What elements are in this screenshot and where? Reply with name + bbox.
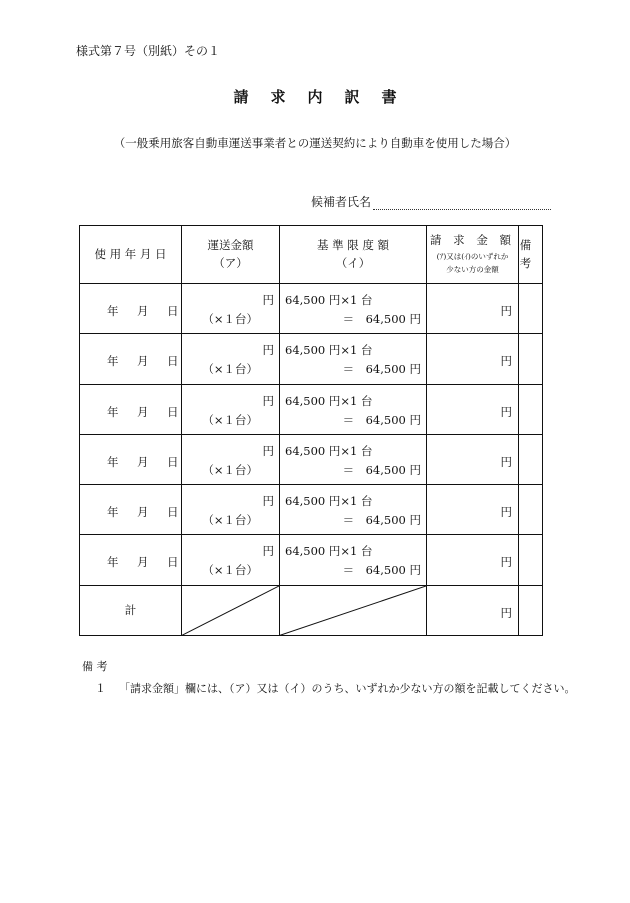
claim-cell[interactable] (427, 535, 519, 585)
header-claim-sub2: 少ない方の金額 (446, 265, 499, 275)
year-unit: 年 (107, 505, 119, 520)
note-number: １ (95, 682, 106, 695)
title-char: 訳 (344, 88, 360, 106)
table-row (80, 535, 543, 585)
claim-yen-unit: 円 (500, 454, 512, 469)
limit-cell (280, 434, 427, 484)
fare-yen-unit: 円 (262, 293, 274, 307)
limit-result: ＝ 64,500 円 (342, 513, 421, 528)
limit-formula: 64,500 円×1 台 (285, 544, 373, 559)
year-unit: 年 (107, 404, 119, 419)
month-unit: 月 (137, 454, 149, 469)
total-claim-cell[interactable] (427, 585, 519, 635)
note-cell[interactable] (519, 384, 543, 434)
fare-yen-unit: 円 (262, 494, 274, 509)
fare-per-vehicle: （×１台） (202, 513, 258, 528)
day-unit: 日 (167, 354, 179, 369)
limit-result: ＝ 64,500 円 (342, 362, 421, 377)
fare-yen-unit: 円 (262, 343, 274, 358)
fare-per-vehicle: （×１台） (202, 462, 258, 477)
claim-cell[interactable] (427, 334, 519, 384)
diagonal-strike (280, 586, 426, 635)
limit-cell (280, 535, 427, 585)
header-claim-sub1: (ｱ)又は(ｲ)のいずれか (436, 251, 509, 261)
title-char: 請 (233, 88, 249, 106)
day-unit: 日 (167, 555, 179, 570)
fare-per-vehicle: （×１台） (202, 412, 258, 427)
title-char: 書 (381, 88, 397, 106)
month-unit: 月 (137, 354, 149, 369)
candidate-name-label: 候補者氏名 (311, 195, 372, 209)
limit-formula: 64,500 円×1 台 (285, 443, 373, 458)
total-limit-void (280, 585, 427, 635)
date-cell[interactable] (80, 284, 182, 334)
header-note: 備 考 (519, 226, 543, 284)
header-limit (280, 226, 427, 284)
limit-cell (280, 384, 427, 434)
month-unit: 月 (137, 505, 149, 520)
day-unit: 日 (167, 505, 179, 520)
day-unit: 日 (167, 304, 179, 318)
claim-yen-unit: 円 (500, 555, 512, 570)
total-claim-yen-unit: 円 (500, 605, 512, 620)
header-date: 使 用 年 月 日 (80, 226, 182, 284)
claim-cell[interactable] (427, 384, 519, 434)
note-cell[interactable] (519, 485, 543, 535)
limit-cell (280, 485, 427, 535)
header-limit-main: 基 準 限 度 額 (316, 237, 390, 252)
fare-yen-unit: 円 (262, 544, 274, 559)
note-item (95, 680, 576, 696)
year-unit: 年 (107, 555, 119, 570)
form-number: 様式第７号（別紙）その１ (76, 44, 221, 58)
fare-yen-unit: 円 (262, 443, 274, 458)
diagonal-strike (182, 586, 279, 635)
limit-formula: 64,500 円×1 台 (285, 494, 373, 509)
limit-cell (280, 284, 427, 334)
fare-yen-unit: 円 (262, 393, 274, 408)
table-row (80, 284, 543, 334)
limit-result: ＝ 64,500 円 (342, 462, 421, 477)
fare-cell[interactable] (182, 284, 280, 334)
limit-result: ＝ 64,500 円 (342, 412, 421, 427)
title-char: 内 (307, 88, 323, 106)
fare-cell[interactable] (182, 434, 280, 484)
title-char: 求 (270, 88, 286, 106)
fare-cell[interactable] (182, 334, 280, 384)
claim-cell[interactable] (427, 434, 519, 484)
fare-cell[interactable] (182, 535, 280, 585)
fare-per-vehicle: （×１台） (202, 563, 258, 578)
total-label: 計 (80, 585, 182, 635)
date-cell[interactable] (80, 485, 182, 535)
total-row (80, 585, 543, 635)
note-cell[interactable] (519, 535, 543, 585)
fare-per-vehicle: （×１台） (202, 362, 258, 377)
header-limit-sub: （イ） (335, 255, 371, 270)
claims-table (79, 225, 543, 636)
claim-yen-unit: 円 (500, 505, 512, 520)
year-unit: 年 (107, 354, 119, 369)
notes-title: 備 考 (82, 660, 108, 673)
limit-result: ＝ 64,500 円 (342, 312, 421, 326)
year-unit: 年 (107, 304, 119, 318)
table-row (80, 334, 543, 384)
day-unit: 日 (167, 454, 179, 469)
date-cell[interactable] (80, 384, 182, 434)
day-unit: 日 (167, 404, 179, 419)
total-note-cell[interactable] (519, 585, 543, 635)
table-row (80, 485, 543, 535)
table-row (80, 434, 543, 484)
fare-cell[interactable] (182, 384, 280, 434)
limit-formula: 64,500 円×1 台 (285, 343, 373, 358)
limit-result: ＝ 64,500 円 (342, 563, 421, 578)
fare-cell[interactable] (182, 485, 280, 535)
total-fare-void (182, 585, 280, 635)
note-text: 「請求金額」欄には、（ア）又は（イ）のうち、いずれか少ない方の額を記載してください。 (119, 682, 576, 695)
month-unit: 月 (137, 555, 149, 570)
header-fare-sub: （ア） (213, 255, 248, 270)
note-cell[interactable] (519, 334, 543, 384)
header-fare (182, 226, 280, 284)
header-fare-main: 運送金額 (207, 237, 254, 252)
limit-cell (280, 334, 427, 384)
header-claim (427, 226, 519, 284)
candidate-name-field[interactable] (311, 193, 551, 210)
claim-cell[interactable] (427, 284, 519, 334)
date-cell[interactable] (80, 434, 182, 484)
limit-formula: 64,500 円×1 台 (285, 393, 373, 408)
limit-formula: 64,500 円×1 台 (285, 293, 373, 307)
date-cell[interactable] (80, 334, 182, 384)
claim-yen-unit: 円 (500, 304, 512, 318)
document-subtitle: （一般乗用旅客自動車運送事業者との運送契約により自動車を使用した場合） (113, 136, 517, 150)
year-unit: 年 (107, 454, 119, 469)
claim-cell[interactable] (427, 485, 519, 535)
table-header-row (80, 226, 543, 284)
table-row (80, 384, 543, 434)
note-cell[interactable] (519, 434, 543, 484)
document-title (0, 86, 630, 107)
claim-yen-unit: 円 (500, 354, 512, 369)
header-claim-main: 請 求 金 額 (430, 233, 515, 248)
note-cell[interactable] (519, 284, 543, 334)
fare-per-vehicle: （×１台） (202, 312, 258, 326)
month-unit: 月 (137, 304, 149, 318)
candidate-name-line[interactable] (373, 198, 551, 210)
month-unit: 月 (137, 404, 149, 419)
claim-yen-unit: 円 (500, 404, 512, 419)
date-cell[interactable] (80, 535, 182, 585)
